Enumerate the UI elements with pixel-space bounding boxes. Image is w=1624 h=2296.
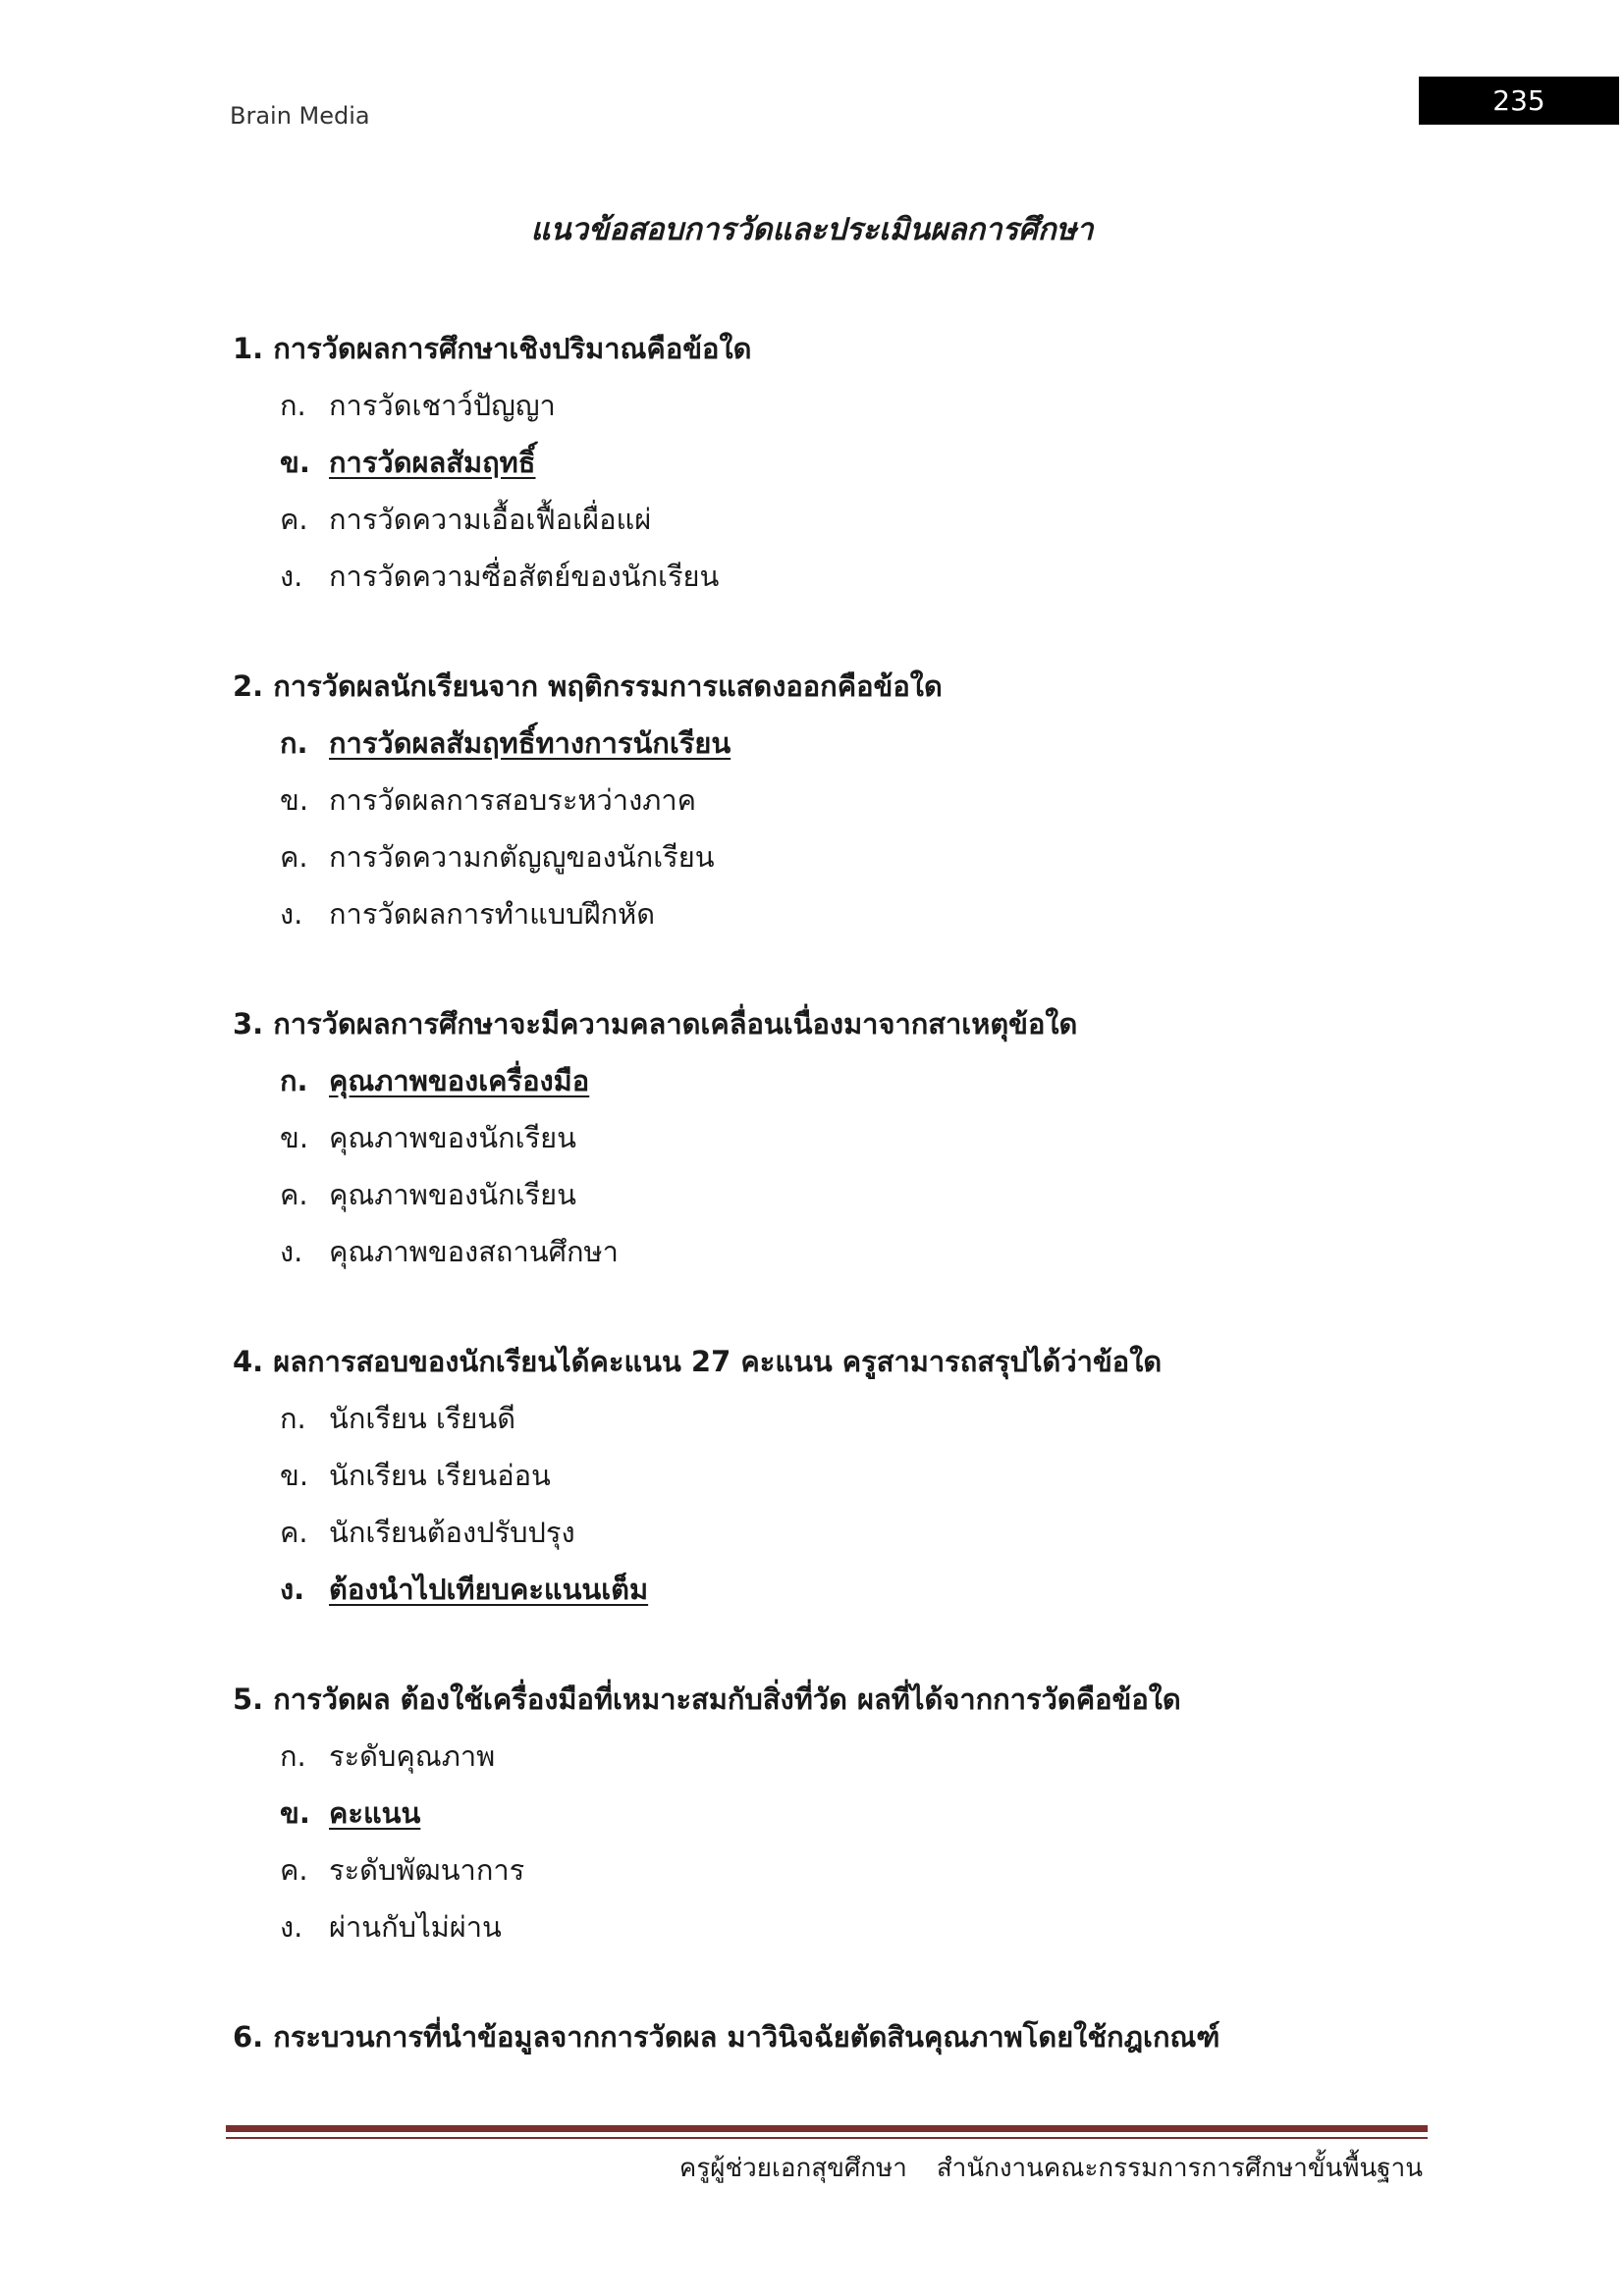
footer-office: สำนักงานคณะกรรมการการศึกษาขั้นพื้นฐาน — [936, 2154, 1423, 2183]
option-text: นักเรียนต้องปรับปรุง — [329, 1516, 575, 1549]
option-label: ง. — [280, 1910, 303, 1944]
option-text: การวัดความซื่อสัตย์ของนักเรียน — [329, 560, 720, 593]
option-label: ข. — [280, 1459, 309, 1492]
option-item-correct — [280, 1052, 1529, 1109]
option-label: ก. — [280, 389, 306, 422]
option-label: ก. — [280, 1739, 306, 1773]
option-item — [280, 1842, 1529, 1898]
option-text: คุณภาพของเครื่องมือ — [329, 1064, 590, 1097]
question-text: 4. ผลการสอบของนักเรียนได้คะแนน 27 คะแนน ครูสามารถสรุปได้ว่าข้อใด — [233, 1345, 1163, 1378]
question-list — [233, 320, 1529, 2065]
option-item — [280, 1728, 1529, 1785]
option-item — [280, 828, 1529, 885]
option-label: ง. — [280, 1573, 305, 1606]
option-label: ข. — [280, 1796, 310, 1830]
option-label: ง. — [280, 560, 303, 593]
question-text: 2. การวัดผลนักเรียนจาก พฤติกรรมการแสดงออกคือข้อใด — [233, 669, 943, 703]
question-text: 5. การวัดผล ต้องใช้เครื่องมือที่เหมาะสมกับสิ่งที่วัด ผลที่ได้จากการวัดคือข้อใด — [233, 1682, 1181, 1716]
option-label: ข. — [280, 1121, 309, 1154]
question-3 — [233, 995, 1529, 1280]
question-1 — [233, 320, 1529, 605]
option-item — [280, 1223, 1529, 1280]
option-list — [280, 1728, 1529, 1955]
option-text: นักเรียน เรียนดี — [329, 1402, 516, 1435]
option-item-correct — [280, 715, 1529, 772]
option-text: คุณภาพของนักเรียน — [329, 1121, 576, 1154]
footer — [679, 2148, 1423, 2188]
option-text: ระดับพัฒนาการ — [329, 1853, 525, 1887]
option-item — [280, 1109, 1529, 1166]
option-list — [280, 1052, 1529, 1280]
page-number-badge: 235 — [1419, 77, 1619, 125]
option-label: ค. — [280, 840, 308, 874]
question-5 — [233, 1671, 1529, 1955]
option-text: ระดับคุณภาพ — [329, 1739, 496, 1773]
option-label: ข. — [280, 783, 309, 817]
option-item — [280, 377, 1529, 434]
option-text: คะแนน — [329, 1796, 421, 1830]
option-item — [280, 1166, 1529, 1223]
option-item — [280, 1390, 1529, 1447]
option-label: ค. — [280, 1853, 308, 1887]
option-label: ค. — [280, 503, 308, 536]
question-6 — [233, 2008, 1529, 2065]
option-item — [280, 1504, 1529, 1561]
option-item-correct — [280, 1785, 1529, 1842]
option-label: ง. — [280, 897, 303, 931]
option-item — [280, 1447, 1529, 1504]
option-text: การวัดความเอื้อเฟื้อเผื่อแผ่ — [329, 503, 652, 536]
footer-author: ครูผู้ช่วยเอกสุขศึกษา — [678, 2154, 907, 2183]
document-title: แนวข้อสอบการวัดและประเมินผลการศึกษา — [530, 212, 1094, 247]
option-label: ก. — [280, 1064, 308, 1097]
option-label: ก. — [280, 1402, 306, 1435]
footer-divider-thin — [226, 2137, 1428, 2139]
option-text: การวัดผลการสอบระหว่างภาค — [329, 783, 697, 817]
question-text: 1. การวัดผลการศึกษาเชิงปริมาณคือข้อใด — [233, 332, 752, 365]
option-text: การวัดผลสัมฤทธิ์ทางการนักเรียน — [329, 726, 731, 760]
option-item-correct — [280, 434, 1529, 491]
publisher-name: Brain Media — [230, 102, 370, 130]
question-text: 6. กระบวนการที่นำข้อมูลจากการวัดผล มาวินิจฉัยตัดสินคุณภาพโดยใช้กฎเกณฑ์ — [233, 2020, 1220, 2054]
option-text: คุณภาพของสถานศึกษา — [329, 1235, 619, 1268]
option-text: คุณภาพของนักเรียน — [329, 1178, 576, 1211]
option-item — [280, 491, 1529, 548]
option-label: ข. — [280, 446, 310, 479]
option-text: การวัดผลการทำแบบฝึกหัด — [329, 897, 656, 931]
question-4 — [233, 1333, 1529, 1618]
option-item — [280, 772, 1529, 828]
option-item — [280, 1898, 1529, 1955]
question-2 — [233, 658, 1529, 942]
option-text: การวัดเชาว์ปัญญา — [329, 389, 556, 422]
option-label: ก. — [280, 726, 308, 760]
option-label: ง. — [280, 1235, 303, 1268]
option-label: ค. — [280, 1516, 308, 1549]
option-item — [280, 885, 1529, 942]
option-list — [280, 1390, 1529, 1618]
footer-divider — [226, 2125, 1428, 2132]
option-text: นักเรียน เรียนอ่อน — [329, 1459, 551, 1492]
option-label: ค. — [280, 1178, 308, 1211]
option-list — [280, 377, 1529, 605]
option-text: การวัดความกตัญญูของนักเรียน — [329, 840, 715, 874]
option-item — [280, 548, 1529, 605]
option-text: ต้องนำไปเทียบคะแนนเต็ม — [329, 1573, 649, 1606]
option-list — [280, 715, 1529, 942]
option-text: การวัดผลสัมฤทธิ์ — [329, 446, 536, 479]
question-text: 3. การวัดผลการศึกษาจะมีความคลาดเคลื่อนเนื่องมาจากสาเหตุข้อใด — [233, 1007, 1078, 1041]
option-item-correct — [280, 1561, 1529, 1618]
option-text: ผ่านกับไม่ผ่าน — [329, 1910, 502, 1944]
